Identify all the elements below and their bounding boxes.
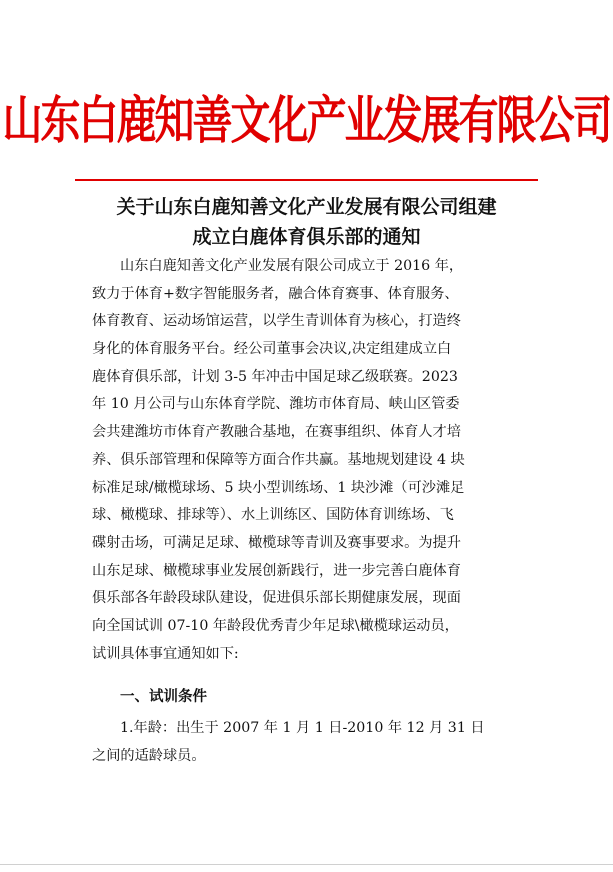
item-line-1: 1.年龄：出生于 2007 年 1 月 1 日-2010 年 12 月 31 日 bbox=[120, 720, 485, 736]
page-bottom-border bbox=[0, 864, 613, 865]
body-line: 养、俱乐部管理和保障等方面合作共赢。基地规划建设 4 块 bbox=[92, 451, 465, 468]
body-line: 致力于体育+数字智能服务者，融合体育赛事、体育服务、 bbox=[92, 285, 459, 302]
organization-header: 山东白鹿知善文化产业发展有限公司 bbox=[2, 90, 611, 151]
item-line-2: 之间的适龄球员。 bbox=[92, 748, 206, 764]
body-line: 年 10 月公司与山东体育学院、潍坊市体育局、峡山区管委 bbox=[92, 396, 460, 413]
body-paragraph bbox=[92, 253, 522, 668]
section-heading-1: 一、试训条件 bbox=[120, 688, 207, 705]
body-line: 球、橄榄球、排球等）、水上训练区、国防体育训练场、飞 bbox=[92, 507, 454, 524]
header-red-rule bbox=[75, 179, 538, 181]
body-line: 山东足球、橄榄球事业发展创新践行，进一步完善白鹿体育 bbox=[92, 562, 461, 579]
body-line: 山东白鹿知善文化产业发展有限公司成立于 2016 年， bbox=[120, 258, 464, 274]
section-1-item-1 bbox=[92, 714, 522, 770]
document-title bbox=[60, 192, 553, 252]
body-line: 标准足球/橄榄球场、5 块小型训练场、1 块沙滩（可沙滩足 bbox=[92, 479, 465, 496]
title-line-2: 成立白鹿体育俱乐部的通知 bbox=[192, 226, 421, 248]
body-line: 向全国试训 07-10 年龄段优秀青少年足球\橄榄球运动员， bbox=[92, 617, 459, 634]
title-line-1: 关于山东白鹿知善文化产业发展有限公司组建 bbox=[116, 196, 497, 218]
body-line: 鹿体育俱乐部，计划 3-5 年冲击中国足球乙级联赛。2023 bbox=[92, 368, 458, 385]
body-line: 身化的体育服务平台。经公司董事会决议,决定组建成立白 bbox=[92, 341, 452, 358]
body-line: 体育教育、运动场馆运营，以学生青训体育为核心，打造终 bbox=[92, 313, 461, 330]
body-line: 试训具体事宜通知如下: bbox=[92, 645, 239, 662]
body-line: 会共建潍坊市体育产教融合基地，在赛事组织、体育人才培 bbox=[92, 424, 461, 441]
body-line: 碟射击场，可满足足球、橄榄球等青训及赛事要求。为提升 bbox=[92, 534, 461, 551]
body-line: 俱乐部各年龄段球队建设，促进俱乐部长期健康发展，现面 bbox=[92, 590, 461, 607]
